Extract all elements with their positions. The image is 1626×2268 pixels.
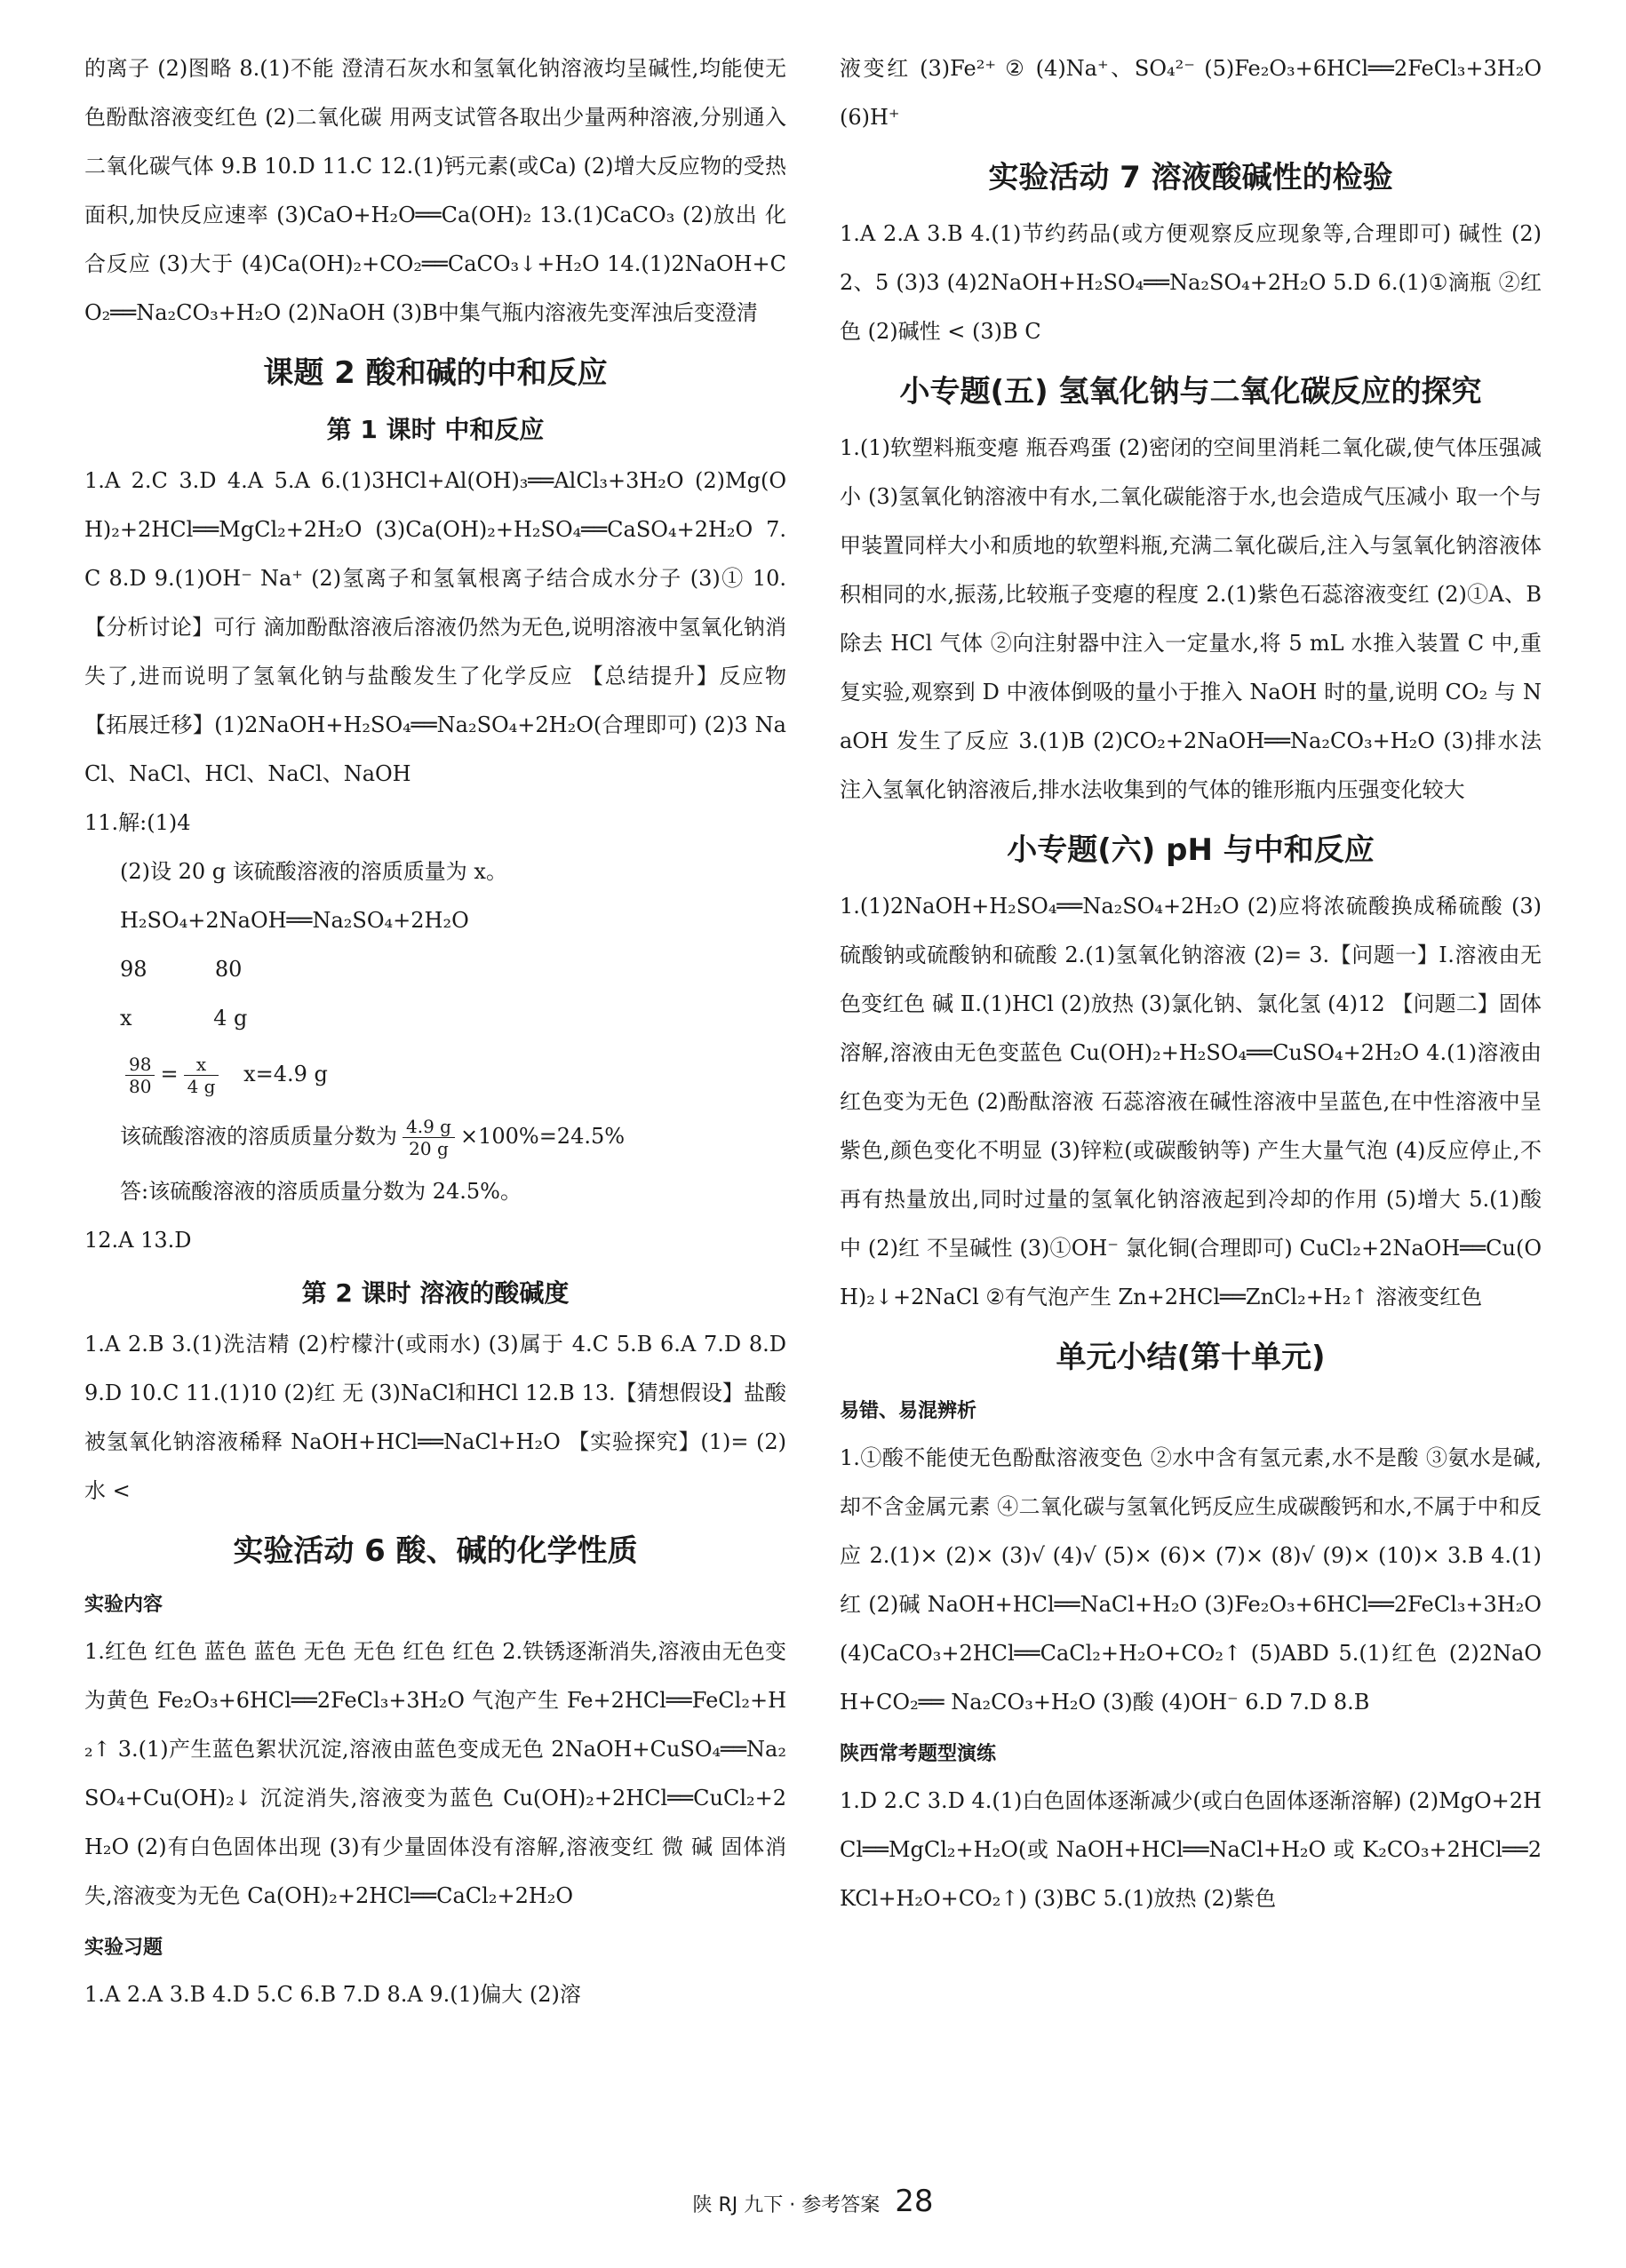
right-column bbox=[840, 44, 1542, 1923]
answer-paragraph: 1.A 2.B 3.(1)洗洁精 (2)柠檬汁(或雨水) (3)属于 4.C 5.B 6.A 7.D 8.D 9.D 10.C 11.(1)10 (2)红 无 (3)NaCl和HCl 12.B 13.【猜想假设】盐酸被氢氧化钠溶液稀释 NaOH+HCl══NaCl+H₂O 【实验探究】(1)= (2)水 < bbox=[84, 1332, 786, 1503]
topic-title: 小专题(六) pH 与中和反应 bbox=[1007, 832, 1375, 868]
answer-paragraph: 液变红 (3)Fe²⁺ ② (4)Na⁺、SO₄²⁻ (5)Fe₂O₃+6HCl══2FeCl₃+3H₂O (6)H⁺ bbox=[840, 56, 1542, 130]
period-title: 第 1 课时 中和反应 bbox=[326, 415, 545, 444]
calc-line: (2)设 20 g 该硫酸溶液的溶质质量为 x。 bbox=[120, 859, 507, 884]
unit-summary-title: 单元小结(第十单元) bbox=[1056, 1340, 1326, 1375]
calc-equation: H₂SO₄+2NaOH══Na₂SO₄+2H₂O bbox=[120, 908, 469, 933]
fraction: $\frac{4.9 g}{20 g}$ bbox=[403, 1116, 455, 1159]
answer-paragraph: 12.A 13.D bbox=[84, 1228, 192, 1253]
answer-paragraph: 1.①酸不能使无色酚酞溶液变色 ②水中含有氢元素,水不是酸 ③氨水是碱,却不含金属元素 ④二氧化碳与氢氧化钙反应生成碳酸钙和水,不属于中和反应 2.(1)× (2)× (3)√ (4)√ (5)× (6)× (7)× (8)√ (9)× (10)× 3.B 4.(1)红 (2)碱 NaOH+HCl══NaCl+H₂O (3)Fe₂O₃+6HCl══2FeCl₃+3H₂O (4)CaCO₃+2HCl══CaCl₂+H₂O+CO₂↑ (5)ABD 5.(1)红色 (2)2NaOH+CO₂══ Na₂CO₃+H₂O (3)酸 (4)OH⁻ 6.D 7.D 8.B bbox=[840, 1445, 1542, 1715]
subsection-heading: 陕西常考题型演练 bbox=[840, 1743, 997, 1765]
lesson-title: 实验活动 7 溶液酸碱性的检验 bbox=[988, 160, 1393, 195]
answer-paragraph: 1.(1)2NaOH+H₂SO₄══Na₂SO₄+2H₂O (2)应将浓硫酸换成稀硫酸 (3)硫酸钠或硫酸钠和硫酸 2.(1)氢氧化钠溶液 (2)= 3.【问题一】Ⅰ.溶液由无色变红色 碱 Ⅱ.(1)HCl (2)放热 (3)氯化钠、氯化氢 (4)12 【问题二】固体溶解,溶液由无色变蓝色 Cu(OH)₂+H₂SO₄══CuSO₄+2H₂O 4.(1)溶液由红色变为无色 (2)酚酞溶液 石蕊溶液在碱性溶液中呈蓝色,在中性溶液中呈紫色,颜色变化不明显 (3)锌粒(或碳酸钠等) 产生大量气泡 (4)反应停止,不再有热量放出,同时过量的氢氧化钠溶液起到冷却的作用 (5)增大 5.(1)酸 中 (2)红 不呈碱性 (3)①OH⁻ 氯化铜(合理即可) CuCl₂+2NaOH══Cu(OH)₂↓+2NaCl ②有气泡产生 Zn+2HCl══ZnCl₂+H₂↑ 溶液变红色 bbox=[840, 894, 1542, 1309]
period-title: 第 2 课时 溶液的酸碱度 bbox=[301, 1278, 570, 1308]
answer-paragraph: 1.D 2.C 3.D 4.(1)白色固体逐渐减少(或白色固体逐渐溶解) (2)MgO+2HCl══MgCl₂+H₂O(或 NaOH+HCl══NaCl+H₂O 或 K₂CO₃+2HCl══2KCl+H₂O+CO₂↑) (3)BC 5.(1)放热 (2)紫色 bbox=[840, 1788, 1542, 1911]
subsection-heading: 实验习题 bbox=[84, 1937, 163, 1959]
footer-label: 陕 RJ 九下 · 参考答案 bbox=[692, 2194, 881, 2216]
answer-paragraph: 1.A 2.A 3.B 4.(1)节约药品(或方便观察反应现象等,合理即可) 碱性 (2)2、5 (3)3 (4)2NaOH+H₂SO₄══Na₂SO₄+2H₂O 5.D 6.(1)①滴瓶 ②红色 (2)碱性 < (3)B C bbox=[840, 221, 1542, 344]
fraction: $\frac{x}{4 g}$ bbox=[184, 1054, 219, 1097]
page-number: 28 bbox=[895, 2184, 934, 2219]
answer-paragraph: 1.A 2.A 3.B 4.D 5.C 6.B 7.D 8.A 9.(1)偏大 (2)溶 bbox=[84, 1982, 581, 2007]
answer-paragraph: 1.A 2.C 3.D 4.A 5.A 6.(1)3HCl+Al(OH)₃══AlCl₃+3H₂O (2)Mg(OH)₂+2HCl══MgCl₂+2H₂O (3)Ca(OH)₂+H₂SO₄══CaSO₄+2H₂O 7.C 8.D 9.(1)OH⁻ Na⁺ (2)氢离子和氢氧根离子结合成水分子 (3)① 10.【分析讨论】可行 滴加酚酞溶液后溶液仍然为无色,说明溶液中氢氧化钠消失了,进而说明了氢氧化钠与盐酸发生了化学反应 【总结提升】反应物 【拓展迁移】(1)2NaOH+H₂SO₄══Na₂SO₄+2H₂O(合理即可) (2)3 NaCl、NaCl、HCl、NaCl、NaOH bbox=[84, 468, 786, 786]
calc-molar-mass: 98 80 bbox=[120, 957, 243, 982]
subsection-heading: 实验内容 bbox=[84, 1594, 163, 1616]
percentage-line: 该硫酸溶液的溶质质量分数为 $\frac{4.9 g}{20 g}$ ×100%=24.5% bbox=[120, 1116, 626, 1159]
question-11-label: 11.解:(1)4 bbox=[84, 810, 191, 835]
left-column bbox=[84, 44, 786, 2019]
answer-paragraph: 1.(1)软塑料瓶变瘪 瓶吞鸡蛋 (2)密闭的空间里消耗二氧化碳,使气体压强减小 (3)氢氧化钠溶液中有水,二氧化碳能溶于水,也会造成气压减小 取一个与甲装置同样大小和质地的软塑料瓶,充满二氧化碳后,注入与氢氧化钠溶液体积相同的水,振荡,比较瓶子变瘪的程度 2.(1)紫色石蕊溶液变红 (2)①A、B 除去 HCl 气体 ②向注射器中注入一定量水,将 5 mL 水推入装置 C 中,重复实验,观察到 D 中液体倒吸的量小于推入 NaOH 时的量,说明 CO₂ 与 NaOH 发生了反应 3.(1)B (2)CO₂+2NaOH══Na₂CO₃+H₂O (3)排水法 注入氢氧化钠溶液后,排水法收集到的气体的锥形瓶内压强变化较大 bbox=[840, 435, 1542, 802]
lesson-title: 实验活动 6 酸、碱的化学性质 bbox=[233, 1533, 638, 1569]
answer-statement: 答:该硫酸溶液的溶质质量分数为 24.5%。 bbox=[120, 1179, 522, 1204]
subsection-heading: 易错、易混辨析 bbox=[840, 1400, 977, 1422]
proportion-line: $\frac{98}{80}$ = $\frac{x}{4 g}$ x=4.9 g bbox=[120, 1043, 786, 1105]
topic-title: 小专题(五) 氢氧化钠与二氧化碳反应的探究 bbox=[899, 374, 1482, 410]
calc-result: x=4.9 g bbox=[243, 1062, 328, 1086]
page-footer bbox=[0, 2184, 1626, 2224]
answer-paragraph: 的离子 (2)图略 8.(1)不能 澄清石灰水和氢氧化钠溶液均呈碱性,均能使无色酚酞溶液变红色 (2)二氧化碳 用两支试管各取出少量两种溶液,分别通入二氧化碳气体 9.B 10.D 11.C 12.(1)钙元素(或Ca) (2)增大反应物的受热面积,加快反应速率 (3)CaO+H₂O══Ca(OH)₂ 13.(1)CaCO₃ (2)放出 化合反应 (3)大于 (4)Ca(OH)₂+CO₂══CaCO₃↓+H₂O 14.(1)2NaOH+CO₂══Na₂CO₃+H₂O (2)NaOH (3)B中集气瓶内溶液先变浑浊后变澄清 bbox=[84, 56, 786, 325]
answer-paragraph: 1.红色 红色 蓝色 蓝色 无色 无色 红色 红色 2.铁锈逐渐消失,溶液由无色变为黄色 Fe₂O₃+6HCl══2FeCl₃+3H₂O 气泡产生 Fe+2HCl══FeCl₂+H₂↑ 3.(1)产生蓝色絮状沉淀,溶液由蓝色变成无色 2NaOH+CuSO₄══Na₂SO₄+Cu(OH)₂↓ 沉淀消失,溶液变为蓝色 Cu(OH)₂+2HCl══CuCl₂+2H₂O (2)有白色固体出现 (3)有少量固体没有溶解,溶液变红 微 碱 固体消失,溶液变为无色 Ca(OH)₂+2HCl══CaCl₂+2H₂O bbox=[84, 1639, 786, 1908]
lesson-title: 课题 2 酸和碱的中和反应 bbox=[263, 355, 608, 391]
calc-mass: x 4 g bbox=[120, 1006, 248, 1031]
fraction: $\frac{98}{80}$ bbox=[125, 1054, 155, 1097]
